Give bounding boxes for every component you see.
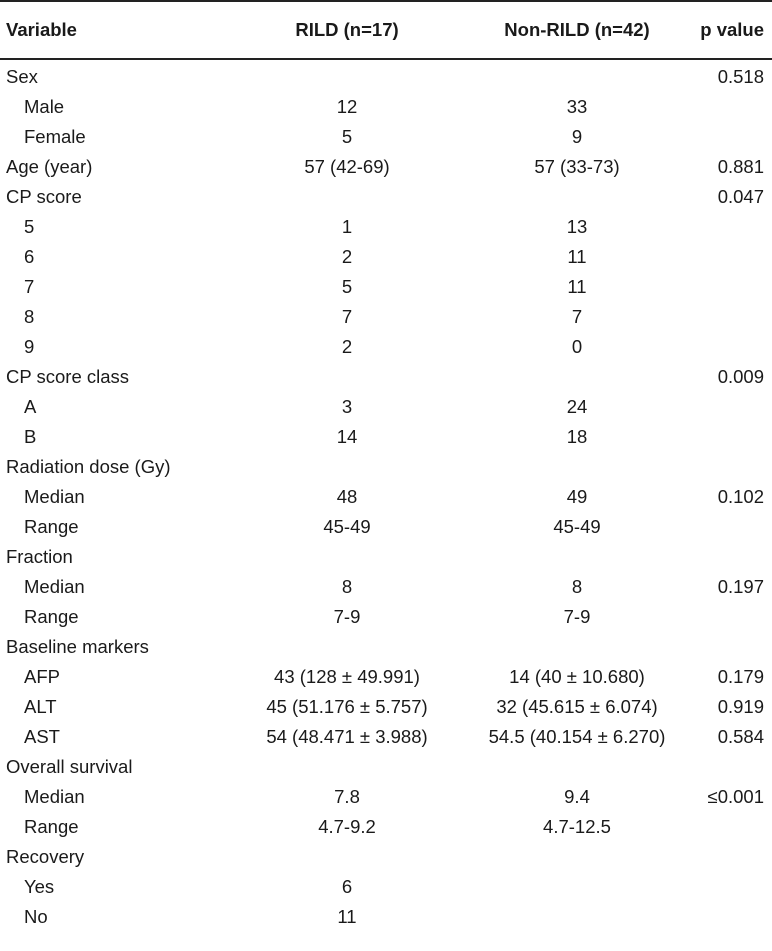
non-rild-value: 8	[571, 576, 583, 597]
row-label: B	[24, 426, 37, 447]
table-row	[0, 872, 772, 902]
header-p-value: p value	[700, 19, 764, 40]
table-row	[0, 902, 772, 932]
p-value: 0.047	[717, 186, 764, 207]
table-row	[0, 122, 772, 152]
rild-value: 43 (128 ± 49.991)	[274, 666, 420, 687]
table-row	[0, 572, 772, 602]
row-label: Overall survival	[6, 756, 133, 777]
row-label: 9	[24, 336, 35, 357]
table-row	[0, 182, 772, 212]
rild-value: 54 (48.471 ± 3.988)	[266, 726, 428, 747]
table-row	[0, 422, 772, 452]
row-label: 7	[24, 276, 35, 297]
rild-value: 2	[341, 336, 353, 357]
row-label: Sex	[6, 66, 38, 87]
table-row	[0, 242, 772, 272]
row-label: Median	[24, 576, 85, 597]
table-row	[0, 362, 772, 392]
row-label: Range	[24, 606, 79, 627]
rild-value: 7-9	[333, 606, 361, 627]
table-body	[0, 60, 772, 932]
non-rild-value: 45-49	[553, 516, 601, 537]
table-row	[0, 152, 772, 182]
non-rild-value: 18	[566, 426, 588, 447]
p-value: 0.518	[717, 66, 764, 87]
rild-value: 6	[341, 876, 353, 897]
row-label: Fraction	[6, 546, 73, 567]
row-label: Baseline markers	[6, 636, 149, 657]
rild-value: 7	[341, 306, 353, 327]
table-row	[0, 632, 772, 662]
rild-value: 11	[337, 906, 357, 927]
non-rild-value: 11	[567, 246, 587, 267]
table-row	[0, 542, 772, 572]
non-rild-value: 14 (40 ± 10.680)	[509, 666, 645, 687]
table-row	[0, 812, 772, 842]
rild-value: 48	[336, 486, 358, 507]
row-label: 8	[24, 306, 35, 327]
table-row	[0, 692, 772, 722]
table-row	[0, 212, 772, 242]
p-value: 0.197	[717, 576, 764, 597]
rild-value: 14	[336, 426, 358, 447]
row-label: A	[24, 396, 37, 417]
table-row	[0, 782, 772, 812]
row-label: Male	[24, 96, 65, 117]
non-rild-value: 54.5 (40.154 ± 6.270)	[488, 726, 666, 747]
rild-value: 12	[336, 96, 358, 117]
row-label: ALT	[24, 696, 57, 717]
table-row	[0, 842, 772, 872]
row-label: Female	[24, 126, 86, 147]
row-label: Age (year)	[6, 156, 93, 177]
row-label: 5	[24, 216, 35, 237]
table-row	[0, 392, 772, 422]
header-non-rild: Non-RILD (n=42)	[504, 19, 650, 40]
rild-value: 5	[341, 126, 353, 147]
non-rild-value: 32 (45.615 ± 6.074)	[496, 696, 658, 717]
p-value: 0.009	[717, 366, 764, 387]
rild-value: 45 (51.176 ± 5.757)	[266, 696, 428, 717]
p-value: 0.881	[717, 156, 764, 177]
row-label: CP score class	[6, 366, 130, 387]
table-header	[0, 2, 772, 58]
non-rild-value: 33	[566, 96, 588, 117]
rild-value: 57 (42-69)	[304, 156, 390, 177]
rild-value: 4.7-9.2	[318, 816, 376, 837]
table-row	[0, 512, 772, 542]
row-label: 6	[24, 246, 35, 267]
row-label: Range	[24, 816, 79, 837]
table-row	[0, 602, 772, 632]
row-label: Range	[24, 516, 79, 537]
non-rild-value: 0	[571, 336, 583, 357]
table-row	[0, 92, 772, 122]
non-rild-value: 11	[567, 276, 587, 297]
row-label: Yes	[24, 876, 55, 897]
table-row	[0, 452, 772, 482]
p-value: 0.179	[717, 666, 764, 687]
table-row	[0, 62, 772, 92]
rild-value: 5	[341, 276, 353, 297]
p-value: 0.102	[717, 486, 764, 507]
non-rild-value: 9	[571, 126, 583, 147]
table-row	[0, 662, 772, 692]
header-rild: RILD (n=17)	[295, 19, 399, 40]
non-rild-value: 9.4	[564, 786, 590, 807]
row-label: Recovery	[6, 846, 85, 867]
non-rild-value: 7-9	[563, 606, 591, 627]
non-rild-value: 7	[571, 306, 583, 327]
rild-value: 7.8	[334, 786, 360, 807]
row-label: Radiation dose (Gy)	[6, 456, 171, 477]
p-value: 0.584	[717, 726, 764, 747]
row-label: AFP	[24, 666, 60, 687]
non-rild-value: 24	[566, 396, 588, 417]
header-variable: Variable	[6, 19, 77, 40]
rild-value: 8	[341, 576, 353, 597]
row-label: No	[24, 906, 48, 927]
table-row	[0, 272, 772, 302]
p-value: 0.919	[717, 696, 764, 717]
rild-value: 45-49	[323, 516, 371, 537]
rild-value: 2	[341, 246, 353, 267]
table-row	[0, 332, 772, 362]
row-label: Median	[24, 786, 85, 807]
row-label: CP score	[6, 186, 82, 207]
non-rild-value: 4.7-12.5	[543, 816, 611, 837]
rild-value: 1	[341, 216, 353, 237]
rild-value: 3	[341, 396, 353, 417]
row-label: Median	[24, 486, 85, 507]
table-row	[0, 722, 772, 752]
table-row	[0, 482, 772, 512]
non-rild-value: 49	[566, 486, 588, 507]
p-value: ≤0.001	[707, 786, 764, 807]
table-row	[0, 752, 772, 782]
non-rild-value: 57 (33-73)	[534, 156, 620, 177]
non-rild-value: 13	[566, 216, 588, 237]
row-label: AST	[24, 726, 60, 747]
table-row	[0, 302, 772, 332]
